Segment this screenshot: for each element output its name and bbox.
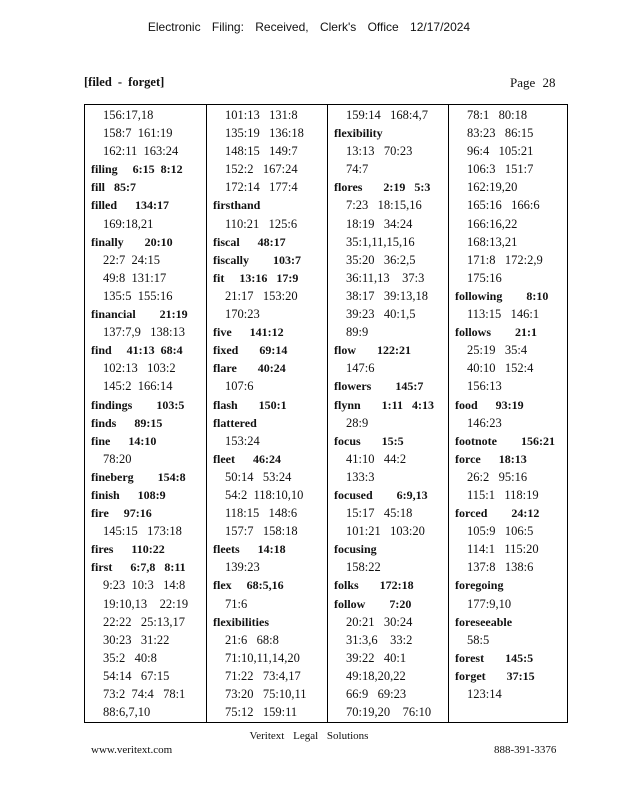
index-reference: 137:8 138:6 (467, 560, 534, 575)
index-reference: 31:3,6 33:2 (346, 632, 413, 647)
index-headword: following 8:10 (455, 288, 549, 303)
index-reference: 70:19,20 76:10 (346, 705, 432, 720)
index-reference: 165:16 166:6 (467, 198, 540, 213)
index-reference: 107:6 (225, 379, 254, 394)
index-headword: fineberg 154:8 (91, 469, 186, 484)
index-reference: 147:6 (346, 361, 375, 376)
index-headword: flare 40:24 (213, 361, 286, 376)
index-reference: 159:14 168:4,7 (346, 108, 428, 122)
index-reference: 71:10,11,14,20 (225, 650, 300, 665)
index-reference: 9:23 10:3 14:8 (103, 578, 186, 593)
index-reference: 25:19 35:4 (467, 343, 528, 358)
index-reference: 110:21 125:6 (225, 216, 298, 231)
index-reference: 30:23 31:22 (103, 632, 170, 647)
index-headword: forest 145:5 (455, 650, 534, 665)
index-headword: fires 110:22 (91, 542, 165, 557)
footer-company: Veritext Legal Solutions (249, 730, 369, 742)
index-reference: 39:22 40:1 (346, 650, 407, 665)
index-reference: 40:10 152:4 (467, 361, 534, 376)
index-reference: 148:15 149:7 (225, 144, 298, 159)
index-reference: 135:5 155:16 (103, 288, 173, 303)
index-headword: finish 108:9 (91, 487, 166, 502)
index-headword: flexibilities (213, 614, 269, 629)
index-reference: 137:7,9 138:13 (103, 325, 185, 340)
index-reference: 158:7 161:19 (103, 126, 173, 141)
index-reference: 15:17 45:18 (346, 506, 413, 521)
index-reference: 135:19 136:18 (225, 126, 304, 141)
index-reference: 101:21 103:20 (346, 524, 425, 539)
index-reference: 35:1,11,15,16 (346, 234, 415, 249)
index-headword: food 93:19 (455, 397, 524, 412)
index-reference: 102:13 103:2 (103, 361, 176, 376)
index-headword: flowers 145:7 (334, 379, 424, 394)
index-reference: 54:14 67:15 (103, 668, 170, 683)
index-reference: 89:9 (346, 325, 369, 340)
index-headword: fire 97:16 (91, 506, 152, 521)
index-reference: 169:18,21 (103, 216, 154, 231)
index-reference: 20:21 30:24 (346, 614, 413, 629)
index-reference: 113:15 146:1 (467, 307, 540, 322)
index-headword: flattered (213, 415, 257, 430)
index-reference: 123:14 (467, 687, 502, 701)
index-reference: 175:16 (467, 270, 502, 285)
index-headword: foregoing (455, 578, 504, 593)
index-reference: 7:23 18:15,16 (346, 198, 422, 213)
index-reference: 101:13 131:8 (225, 108, 298, 122)
index-reference: 50:14 53:24 (225, 469, 292, 484)
index-headword: fiscally 103:7 (213, 252, 301, 267)
index-reference: 49:18,20,22 (346, 668, 406, 683)
index-reference: 115:1 118:19 (467, 487, 539, 502)
index-headword: forced 24:12 (455, 506, 540, 521)
index-headword: footnote 156:21 (455, 433, 555, 448)
index-reference: 88:6,7,10 (103, 705, 151, 720)
index-reference: 74:7 (346, 162, 369, 177)
index-headword: filing 6:15 8:12 (91, 162, 183, 177)
footer-website: www.veritext.com (91, 744, 173, 756)
index-reference: 78:20 (103, 451, 132, 466)
index-reference: 75:12 159:11 (225, 705, 298, 720)
index-column-1 (85, 105, 206, 722)
index-reference: 58:5 (467, 632, 490, 647)
index-reference: 41:10 44:2 (346, 451, 407, 466)
index-headword: filled 134:17 (91, 198, 169, 213)
index-reference: 96:4 105:21 (467, 144, 534, 159)
index-reference: 21:6 68:8 (225, 632, 279, 647)
index-headword: first 6:7,8 8:11 (91, 560, 186, 575)
index-reference: 21:17 153:20 (225, 288, 298, 303)
index-headword: find 41:13 68:4 (91, 343, 183, 358)
index-reference: 83:23 86:15 (467, 126, 534, 141)
index-reference: 73:2 74:4 78:1 (103, 687, 186, 701)
index-headword: focused 6:9,13 (334, 487, 428, 502)
index-reference: 18:19 34:24 (346, 216, 413, 231)
index-range: [filed - forget] (84, 75, 165, 89)
index-headword: foreseeable (455, 614, 513, 629)
index-reference: 146:23 (467, 415, 502, 430)
index-headword: finally 20:10 (91, 234, 173, 249)
index-reference: 133:3 (346, 469, 375, 484)
index-headword: financial 21:19 (91, 307, 188, 322)
index-headword: force 18:13 (455, 451, 527, 466)
index-reference: 152:2 167:24 (225, 162, 298, 177)
index-headword: flexibility (334, 126, 383, 141)
index-reference: 118:15 148:6 (225, 506, 298, 521)
index-headword: fiscal 48:17 (213, 234, 286, 249)
index-reference: 156:17,18 (103, 108, 154, 122)
index-reference: 35:2 40:8 (103, 650, 157, 665)
index-reference: 73:20 75:10,11 (225, 687, 307, 701)
index-headword: flynn 1:11 4:13 (334, 397, 435, 412)
index-reference: 22:22 25:13,17 (103, 614, 185, 629)
index-reference: 145:15 173:18 (103, 524, 182, 539)
index-reference: 139:23 (225, 560, 260, 575)
index-headword: fixed 69:14 (213, 343, 288, 358)
index-reference: 170:23 (225, 307, 260, 322)
index-reference: 78:1 80:18 (467, 108, 528, 122)
index-headword: fit 13:16 17:9 (213, 270, 299, 285)
index-reference: 166:16,22 (467, 216, 518, 231)
index-headword: fine 14:10 (91, 433, 157, 448)
index-column-3 (327, 105, 448, 722)
index-reference: 145:2 166:14 (103, 379, 173, 394)
index-headword: follows 21:1 (455, 325, 537, 340)
index-reference: 19:10,13 22:19 (103, 596, 189, 611)
index-headword: five 141:12 (213, 325, 284, 340)
index-headword: firsthand (213, 198, 261, 213)
index-reference: 156:13 (467, 379, 502, 394)
index-reference: 13:13 70:23 (346, 144, 413, 159)
index-headword: finds 89:15 (91, 415, 163, 430)
index-headword: flores 2:19 5:3 (334, 180, 431, 195)
index-headword: fleet 46:24 (213, 451, 281, 466)
index-headword: flex 68:5,16 (213, 578, 284, 593)
index-headword: forget 37:15 (455, 668, 535, 683)
index-reference: 26:2 95:16 (467, 469, 528, 484)
index-reference: 162:11 163:24 (103, 144, 179, 159)
index-reference: 177:9,10 (467, 596, 512, 611)
index-reference: 28:9 (346, 415, 369, 430)
index-reference: 162:19,20 (467, 180, 518, 195)
index-reference: 38:17 39:13,18 (346, 288, 428, 303)
index-column-4 (448, 105, 569, 722)
index-reference: 35:20 36:2,5 (346, 252, 416, 267)
index-reference: 153:24 (225, 433, 260, 448)
word-index-table (84, 104, 568, 723)
index-headword: folks 172:18 (334, 578, 414, 593)
index-reference: 36:11,13 37:3 (346, 270, 425, 285)
index-reference: 49:8 131:17 (103, 270, 167, 285)
filing-stamp: Electronic Filing: Received, Clerk's Office 12/17/2024 (147, 20, 471, 34)
index-headword: flash 150:1 (213, 397, 287, 412)
index-headword: findings 103:5 (91, 397, 185, 412)
index-reference: 158:22 (346, 560, 381, 575)
index-headword: fill 85:7 (91, 180, 136, 195)
footer-phone: 888-391-3376 (494, 744, 557, 756)
index-reference: 168:13,21 (467, 234, 518, 249)
page-number: Page 28 (510, 75, 556, 90)
index-reference: 105:9 106:5 (467, 524, 534, 539)
index-headword: focus 15:5 (334, 433, 404, 448)
index-reference: 157:7 158:18 (225, 524, 298, 539)
index-reference: 106:3 151:7 (467, 162, 534, 177)
index-reference: 114:1 115:20 (467, 542, 539, 557)
index-headword: fleets 14:18 (213, 542, 286, 557)
index-column-2 (206, 105, 327, 722)
index-headword: follow 7:20 (334, 596, 412, 611)
index-reference: 54:2 118:10,10 (225, 487, 304, 502)
index-reference: 71:6 (225, 596, 248, 611)
index-headword: flow 122:21 (334, 343, 411, 358)
index-reference: 39:23 40:1,5 (346, 307, 416, 322)
index-reference: 172:14 177:4 (225, 180, 298, 195)
index-reference: 22:7 24:15 (103, 252, 160, 267)
index-reference: 71:22 73:4,17 (225, 668, 301, 683)
index-reference: 66:9 69:23 (346, 687, 407, 701)
index-headword: focusing (334, 542, 377, 557)
index-reference: 171:8 172:2,9 (467, 252, 543, 267)
